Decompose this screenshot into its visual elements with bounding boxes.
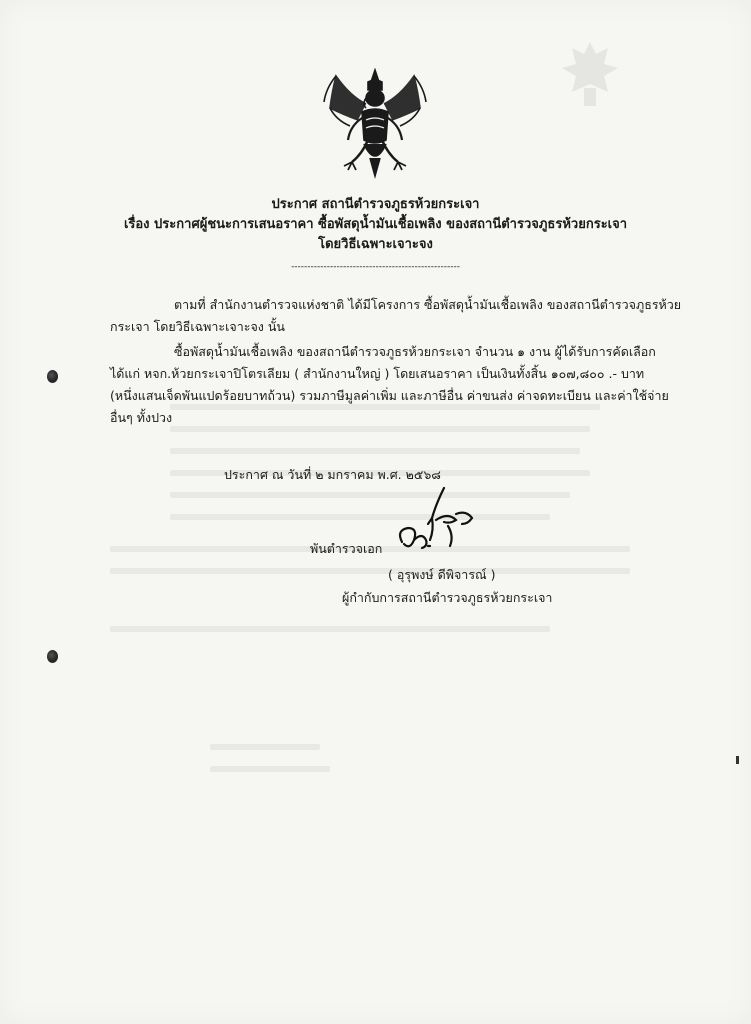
paragraph-1-line-2: กระเจา โดยวิธีเฉพาะเจาะจง นั้น — [110, 319, 285, 334]
bleed-through-row — [210, 766, 330, 772]
bleed-through-row — [170, 514, 550, 520]
announcement-title: ประกาศ สถานีตำรวจภูธรห้วยกระเจา — [271, 197, 480, 212]
ghost-emblem-icon — [558, 38, 622, 110]
bleed-through-row — [170, 426, 590, 432]
punch-hole — [47, 650, 58, 663]
paragraph-2-line-2: ได้แก่ หจก.ห้วยกระเจาปิโตรเลียม ( สำนักงานใหญ่ ) โดยเสนอราคา เป็นเงินทั้งสิ้น ๑๐๗,๘๐๐ .- บาท — [110, 366, 645, 381]
bleed-through-row — [170, 492, 570, 498]
paragraph-2-line-1: ซื้อพัสดุน้ำมันเชื้อเพลิง ของสถานีตำรวจภูธรห้วยกระเจา จำนวน ๑ งาน ผู้ได้รับการคัดเลือก — [174, 344, 656, 359]
paragraph-1-line-1: ตามที่ สำนักงานตำรวจแห่งชาติ ได้มีโครงการ ซื้อพัสดุน้ำมันเชื้อเพลิง ของสถานีตำรวจภูธรห้วย — [174, 297, 682, 312]
edge-mark — [736, 756, 739, 764]
paragraph-2-line-4: อื่นๆ ทั้งปวง — [110, 410, 173, 425]
punch-hole — [47, 370, 58, 383]
announcement-method: โดยวิธีเฉพาะเจาะจง — [318, 237, 433, 252]
signatory-rank: พันตำรวจเอก — [310, 541, 383, 556]
bleed-through-row — [110, 626, 550, 632]
signatory-position: ผู้กำกับการสถานีตำรวจภูธรห้วยกระเจา — [342, 590, 553, 605]
bleed-through-row — [110, 568, 630, 574]
signatory-name: ( อุรุพงษ์ ดีพิจารณ์ ) — [388, 567, 496, 582]
signature-icon — [392, 484, 482, 560]
bleed-through-row — [210, 744, 320, 750]
announcement-subject: เรื่อง ประกาศผู้ชนะการเสนอราคา ซื้อพัสดุน้ำมันเชื้อเพลิง ของสถานีตำรวจภูธรห้วยกระเจา — [123, 217, 628, 232]
garuda-emblem-icon — [322, 68, 428, 180]
bleed-through-row — [170, 448, 580, 454]
title-divider: ---------------------------------------------------- — [291, 262, 460, 272]
announcement-date: ประกาศ ณ วันที่ ๒ มกราคม พ.ศ. ๒๕๖๘ — [224, 467, 441, 482]
paragraph-2-line-3: (หนึ่งแสนเจ็ดพันแปดร้อยบาทถ้วน) รวมภาษีมูลค่าเพิ่ม และภาษีอื่น ค่าขนส่ง ค่าจดทะเบียน และค่าใช้จ่าย — [110, 388, 669, 403]
